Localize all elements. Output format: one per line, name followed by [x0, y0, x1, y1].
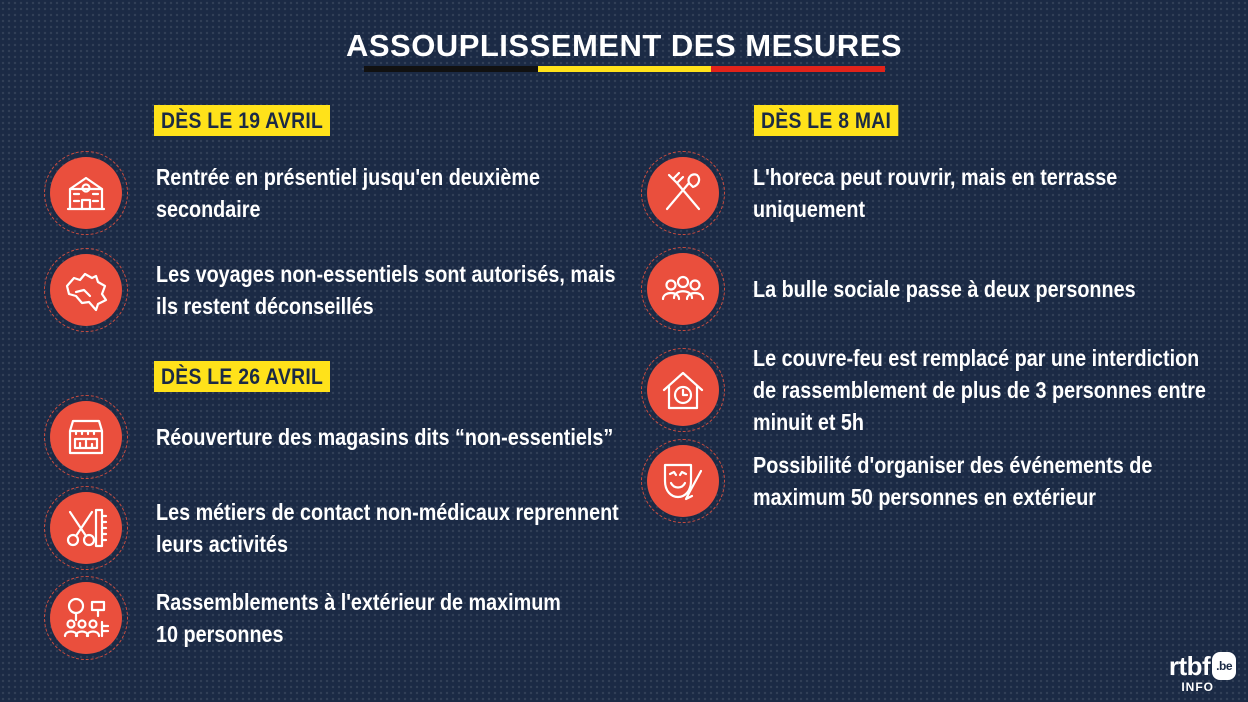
belgian-flag-bar — [364, 66, 885, 72]
rtbf-logo: rtbf .be INFO — [1169, 652, 1236, 694]
measure-item-shops: Réouverture des magasins dits “non-essentiels” — [44, 395, 688, 479]
scissors-comb-icon — [62, 504, 110, 552]
outdoor-group-icon — [62, 594, 110, 642]
measure-item-social-bubble: La bulle sociale passe à deux personnes — [641, 247, 1198, 331]
date-badge-26-avril: DÈS LE 26 AVRIL — [154, 361, 330, 392]
theater-mask-icon — [659, 457, 707, 505]
measure-item-contact-jobs: Les métiers de contact non-médicaux reprennent leurs activités — [44, 486, 694, 570]
measure-item-travel: Les voyages non-essentiels sont autorisés, mais ils restent déconseillés — [44, 248, 690, 332]
date-badge-8-mai: DÈS LE 8 MAI — [754, 105, 898, 136]
house-clock-icon — [659, 366, 707, 414]
cutlery-icon — [659, 169, 707, 217]
measure-item-curfew: Le couvre-feu est remplacé par une interdiction de rassemblement de plus de 3 personnes entre minuit et 5h — [641, 342, 1248, 438]
date-badge-19-avril: DÈS LE 19 AVRIL — [154, 105, 330, 136]
school-icon — [62, 169, 110, 217]
belgium-map-icon — [62, 266, 110, 314]
measure-item-school: Rentrée en présentiel jusqu'en deuxième secondaire — [44, 151, 602, 235]
social-bubble-icon — [659, 265, 707, 313]
shop-icon — [62, 413, 110, 461]
measure-item-outdoor-gatherings: Rassemblements à l'extérieur de maximum 10 personnes — [44, 576, 627, 660]
measure-item-horeca: L'horeca peut rouvrir, mais en terrasse uniquement — [641, 151, 1176, 235]
page-title: ASSOUPLISSEMENT DES MESURES — [345, 28, 903, 63]
measure-item-events: Possibilité d'organiser des événements de maximum 50 personnes en extérieur — [641, 439, 1217, 523]
